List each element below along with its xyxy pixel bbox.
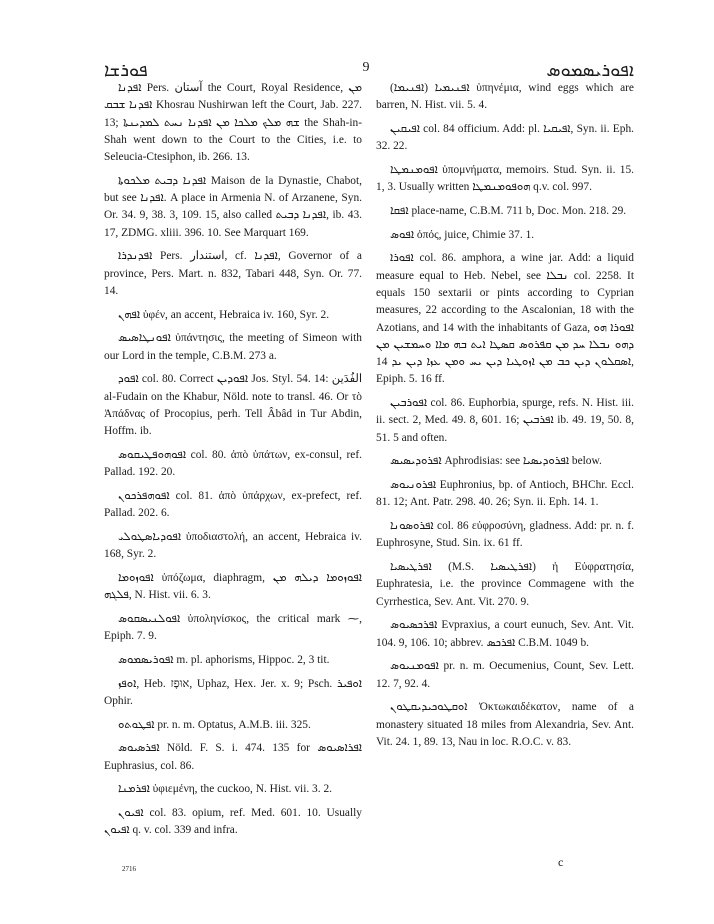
right-column [376, 80, 634, 758]
entry-afdana: ܐܦܕܢܐ Pers. آستان the Court, Royal Residence, ܡܢ ܐܦܕܢܐ ܫܒܩ Khosrau Nushirwan left the Court, Jab. 227. 13; ܫܗ ܡܠܟ ܡܠܟܐ ܡܢ ܐܦܕܢܐ ܢܚܬ ܠܡܕܝܢܬܐ the Shah-in-Shah went down to the Court to the Cities, i.e. to Seleucia-Ctesiphon, ib. 266. 13. [104, 82, 363, 164]
entry-hypodiastole: ܐܦܘܕܝܐܣܛܘܠܝ ὑποδιαστολή, an accent, Hebraica iv. 168, Syr. 2. [104, 530, 362, 561]
entry-evpraxius: ܐܦܪܟܣܝܘܣ Evpraxius, a court eunuch, Sev. Ant. Vit. 104. 9, 106. 10; abbrev. ܐܦܪܟܣ C.B.M. 1049 b. [376, 619, 634, 649]
left-column [104, 80, 362, 846]
printer-signature: 2716 [122, 865, 136, 873]
left-headword-syriac: ܦܘܪܫܐ [104, 60, 148, 81]
column-letter: c [558, 855, 564, 869]
entry-hypantesis: ܐܦܘܢܛܐܣܝܣ ὑπάντησις, the meeting of Simeon with our Lord in the temple, C.B.M. 273 a. [104, 332, 362, 362]
page-number: 9 [362, 60, 370, 75]
entry-opium: ܐܦܝܘܢ col. 83. opium, ref. Med. 601. 10. Usually ܐܦܝܘܢ q. v. col. 339 and infra. [104, 806, 362, 837]
entry-wind-eggs: ܐܦܢܝܡܝܐ (ܐܦܢܝܡܐ) ὑπηνέμια, wind eggs which are barren, N. Hist. vii. 5. 4. [376, 82, 634, 112]
entry-ex-consul: ܐܦܘܗܘܦܛܝܩܘܣ col. 80. ἀπὸ ὑπάτων, ex-consul, ref. Pallad. 192. 20. [104, 448, 362, 479]
entry-oktokaidekaton: ܐܘܩܛܘܟܝܕܝܩܛܘܢ Ὀκτωκαιδέκατον, name of a monastery situated 18 miles from Alexandria, Sev. Ant. Vit. 24. 1, 89. 13, Nau in loc. R.O.C. v. 83. [376, 701, 634, 748]
entry-amphora: ܐܦܘܪܐ col. 86. amphora, a wine jar. Add: a liquid measure equal to Heb. Nebel, see ܢܒܠܐ col. 2258. It equals 150 sextarii or pints according to Cyprian measures, 22 according to the Ascalonian, 18 with the Azotians, and 14 with the inhabitants of Gaza, ܐܦܘܪܐ ܗܘ ܕܗܘ ܢܒܠܐ ܚܕ ܡܢ ܩܦܪܘܣ ܩܣܛܐ ܐܝܬ ܒܗ ܡܐܐ ܘܚܡܫܝܢ ܡܢ ܐܣܩܠܘܢ ܕܝܢ ܟܒ ܡܢ ܐܙܘܛܝܐ ܕܝܢ ܝܚ ܘܡܢ ܥܙܐ ܕܝܢ ܝܕ 14, Epiph. 5. 16 ff. [376, 252, 634, 386]
entry-uphaz: ܐܘܦܙ, Heb. אוּפָז, Uphaz, Hex. Jer. x. 9; Psch. ܐܘܦܝܪ Ophir. [104, 677, 362, 707]
entry-afdandara: ܐܦܕܢܕܪܐ Pers. استندار, cf. ܐܦܕܢܐ, Governor of a province, Pers. Mart. n. 832, Tabari 448, Syn. Or. 77. 14. [104, 250, 362, 298]
right-headword-syriac: ܐܦܘܪܝܣܡܘܣ [546, 60, 634, 81]
entry-cuckoo: ܐܦܪܡܢܐ ὑφιεμένη, the cuckoo, N. Hist. vii. 3. 2. [118, 783, 332, 796]
entry-afud: ܐܦܘܕ col. 80. Correct ܐܦܘܕܝܢ Jos. Styl. 54. 14: الفُدَين al-Fudain on the Khabur, Nöld. note to transl. 46. Or τὸ Ἀπάδνας of Procopius, perh. Tell Âbâd in Tur Abdin, Hoffm. ib. [104, 373, 362, 438]
entry-optatus: ܐܦܛܘܬܘ pr. n. m. Optatus, A.M.B. iii. 325. [118, 718, 311, 731]
running-head [104, 60, 634, 82]
entry-euphrosyne: ܐܦܪܘܣܘܢܐ col. 86 εὐφροσύνη, gladness. Add: pr. n. f. Euphrosyne, Stud. Sin. ix. 61 ff. [376, 520, 634, 550]
entry-place-name: ܐܦܩܐ place-name, C.B.M. 711 b, Doc. Mon. 218. 29. [390, 204, 627, 217]
entry-euphratesia: ܐܦܪܛܝܣܝܐ (M.S. ܐܦܪܛܝܣܝܐ) ἡ Εὐφρατησία, Euphratesia, i.e. the province Commagene with the Cyrrhestica, Sev. Ant. Vit. 270. 9. [376, 561, 634, 608]
entry-euphorbia: ܐܦܘܪܒܝܢ col. 86. Euphorbia, spurge, refs. N. Hist. iii. ii. sect. 2, Med. 49. 8, 601. 16; ܐܦܪܒܝܢ ib. 49. 19, 50. 8, 51. 5 and often. [376, 397, 634, 444]
entry-ex-prefect: ܐܦܘܗܦܪܟܘܢ col. 81. ἀπὸ ὑπάρχων, ex-prefect, ref. Pallad. 202. 6. [104, 489, 362, 520]
entry-ufen: ܐܦܗܢ ὑφέν, an accent, Hebraica iv. 160, Syr. 2. [118, 308, 330, 321]
entry-juice: ܐܦܘܣ ὀπός, juice, Chimie 37. 1. [390, 228, 535, 241]
entry-euphrasius: ܐܦܪܣܝܘܣ Nöld. F. S. i. 474. 135 for ܐܦܪܐܣܝܘܣ Euphrasius, col. 86. [104, 742, 362, 772]
entry-maison-dynastie: ܐܦܕܢܐ ܕܒܝܬ ܡܠܟܘܬܐ Maison de la Dynastie, Chabot, but see ܐܦܕܢܐ. A place in Armenia N. of Arzanene, Syn. Or. 34. 9, 38. 3, 109. 15, also called ܐܦܕܢܐ ܕܒܝܬ, ib. 43. 17, ZDMG. xliii. 396. 10. See Marquart 169. [104, 174, 363, 239]
entry-aphrodisias: ܐܦܪܘܕܝܣܝܣ Aphrodisias: see ܐܦܪܘܕܝܣܝܐ below. [390, 455, 602, 468]
entry-hypozoma: ܐܦܘܙܘܡܐ ὑπόζωμα, diaphragm, ܐܦܘܙܘܡܐ ܕܝܠܗ ܡܢ ܦܠܓܗ, N. Hist. vii. 6. 3. [104, 571, 362, 602]
entry-euphronius: ܐܦܪܘܢܝܘܣ Euphronius, bp. of Antioch, BHChr. Eccl. 81. 12; Ant. Patr. 298. 40. 26; Syn. ii. Eph. 14. 1. [376, 479, 634, 509]
entry-aphorisms: ܐܦܘܪܝܣܡܘܣ m. pl. aphorisms, Hippoc. 2, 3 tit. [118, 653, 330, 666]
entry-officium: ܐܦܝܩܝܢ col. 84 officium. Add: pl. ܐܦܝܩܝܐ, Syn. ii. Eph. 32. 22. [376, 122, 634, 153]
entry-memoirs: ܐܦܘܡܢܡܛܐ ὑπομνήματα, memoirs. Stud. Syn. ii. 15. 1, 3. Usually written ܗܘܦܘܡܢܡܛܐ q.v. col. 997. [376, 163, 634, 194]
entry-hypolenikos: ܐܦܘܠܢܝܣܩܘܣ ὑποληνίσκος, the critical mark ⁓, Epiph. 7. 9. [104, 612, 362, 643]
entry-oecumenius: ܐܦܘܡܢܝܘܣ pr. n. m. Oecumenius, Count, Sev. Lett. 12. 7, 92. 4. [376, 660, 634, 690]
